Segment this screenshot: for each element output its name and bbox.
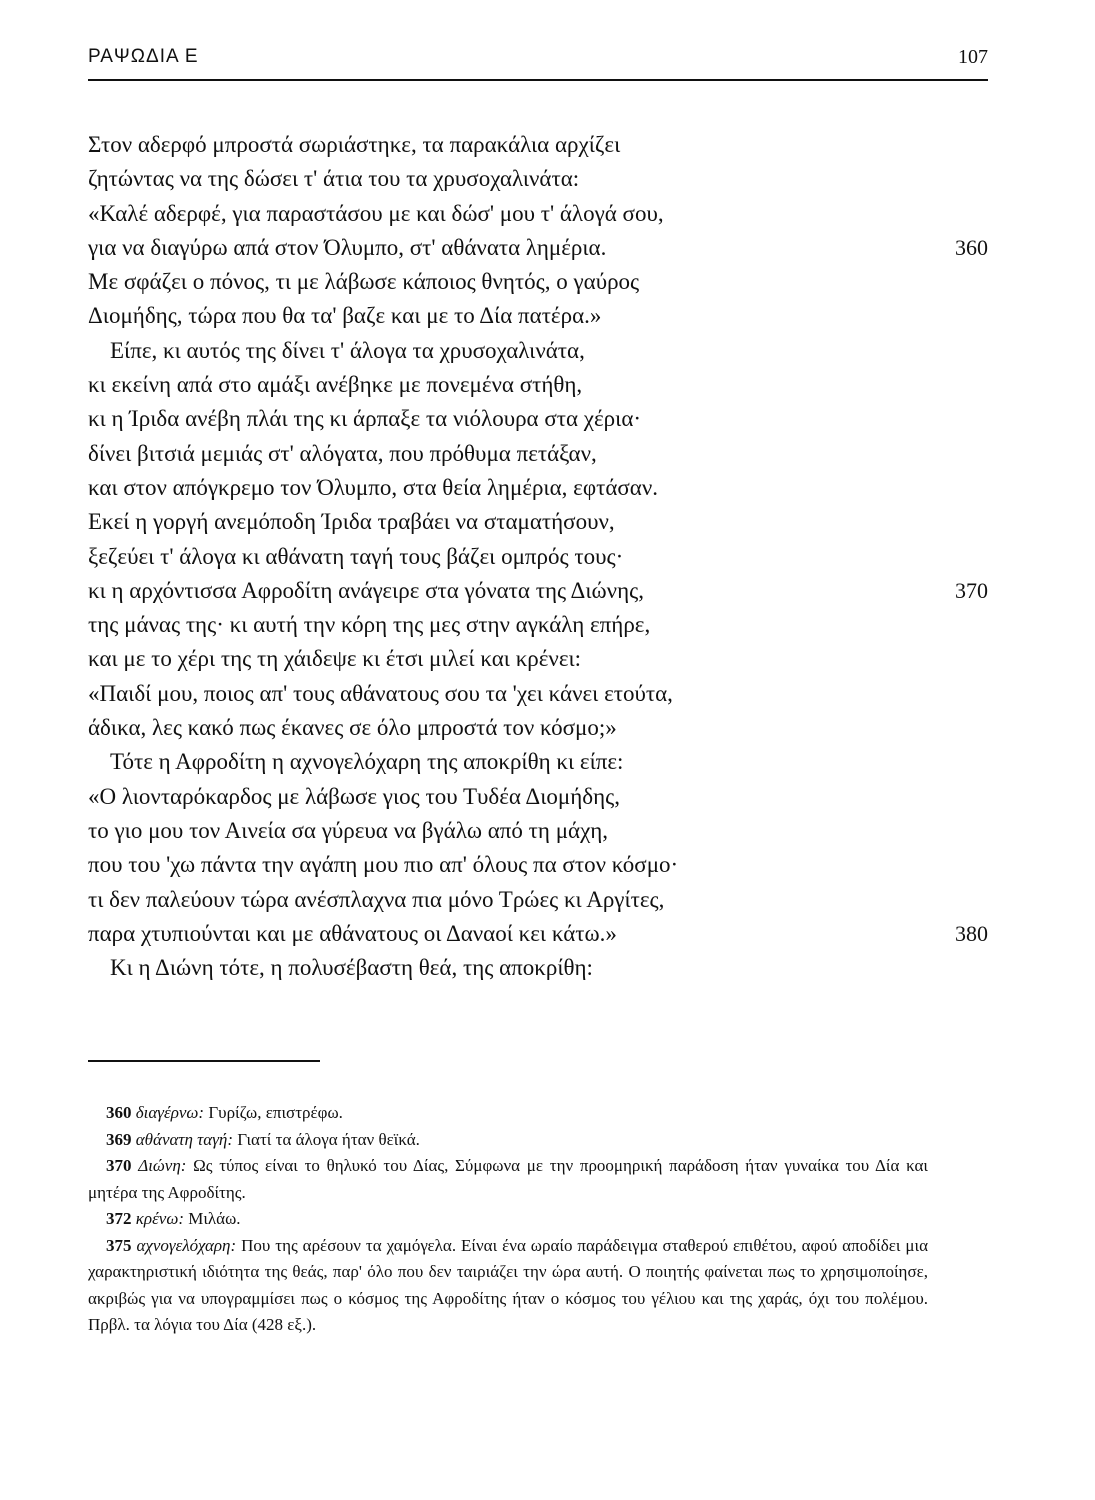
verse-text: κι εκείνη απά στο αμάξι ανέβηκε με πονεμένα στήθη, — [88, 372, 583, 398]
verse-line — [88, 883, 988, 917]
verse-text: και στον απόγκρεμο τον Όλυμπο, στα θεία λημέρια, εφτάσαν. — [88, 474, 658, 500]
verse-line — [88, 368, 988, 402]
verse-line — [88, 917, 988, 951]
verse-text: Στον αδερφό μπροστά σωριάστηκε, τα παρακάλια αρχίζει — [88, 132, 621, 157]
verse-line — [88, 197, 988, 231]
verse-text: «Ο λιονταρόκαρδος με λάβωσε γιος του Τυδέα Διομήδης, — [88, 783, 620, 809]
verse-text: Είπε, κι αυτός της δίνει τ' άλογα τα χρυσοχαλινάτα, — [110, 337, 585, 363]
verse-text: Διομήδης, τώρα που θα τα' βαζε και με το Δία πατέρα.» — [88, 303, 602, 329]
footnote-text: Γυρίζω, επιστρέφω. — [208, 1103, 343, 1122]
footnote-text: Που της αρέσουν τα χαμόγελα. Είναι ένα ωραίο παράδειγμα σταθερού επιθέτου, αφού αποδίδει μια χαρακτηριστική ιδιότητα της θεάς, παρ' όλο που δεν ταιριάζει την ώρα αυτή. Ο ποιητής φαίνεται πως το χρησιμοποίησε, ακριβώς για να υπογραμμίσει πως ο κόσμος της Αφροδίτης ήταν ο κόσμος του γέλιου και της χαράς, όχι του πολέμου. Πρβλ. τα λόγια του Δία (428 εξ.). — [88, 1235, 929, 1334]
verse-line — [88, 951, 988, 985]
verse-line — [88, 642, 988, 676]
verse-text: ξεζεύει τ' άλογα κι αθάνατη ταγή τους βάζει ομπρός τους· — [88, 543, 624, 569]
verse-text: κι η Ίριδα ανέβη πλάι της κι άρπαξε τα νιόλουρα στα χέρια· — [88, 406, 642, 432]
verse-line — [88, 540, 988, 574]
verse-text: για να διαγύρω απά στον Όλυμπο, στ' αθάνατα λημέρια. — [88, 234, 607, 260]
verse-line — [88, 711, 988, 745]
verse-text: «Καλέ αδερφέ, για παραστάσου με και δώσ' μου τ' άλογά σου, — [88, 200, 664, 226]
verse-line — [88, 574, 988, 608]
running-header — [88, 46, 988, 76]
footnote-term: διαγέρνω: — [135, 1103, 205, 1122]
footnote — [88, 1127, 928, 1154]
verse-text: Τότε η Αφροδίτη η αχνογελόχαρη της αποκρίθη κι είπε: — [110, 749, 624, 775]
verse-line — [88, 437, 988, 471]
verse-text: κι η αρχόντισσα Αφροδίτη ανάγειρε στα γόνατα της Διώνης, — [88, 577, 644, 603]
footnote — [88, 1153, 928, 1206]
line-number: 360 — [955, 234, 988, 260]
verse-text: Με σφάζει ο πόνος, τι με λάβωσε κάποιος θνητός, ο γαύρος — [88, 269, 640, 295]
verse-line — [88, 402, 988, 436]
verse-line — [88, 334, 988, 368]
line-number: 380 — [955, 920, 988, 946]
verse-line — [88, 299, 988, 333]
footnote-text: Μιλάω. — [188, 1209, 241, 1228]
footnote-term: αθάνατη ταγή: — [135, 1129, 233, 1149]
footnote-number: 372 — [106, 1209, 132, 1228]
footnote-term: Διώνη: — [138, 1156, 187, 1175]
verse-line — [88, 505, 988, 539]
footnotes — [88, 1100, 928, 1339]
footnote-number: 375 — [106, 1235, 132, 1255]
verse-text: Εκεί η γοργή ανεμόποδη Ίριδα τραβάει να σταματήσουν, — [88, 509, 615, 535]
footnote-term: κρένω: — [135, 1209, 184, 1228]
verse-text: και με το χέρι της τη χάιδεψε κι έτσι μιλεί και κρένει: — [88, 646, 582, 672]
header-rule — [88, 79, 988, 81]
footnote — [88, 1233, 928, 1339]
footnote-number: 369 — [106, 1129, 132, 1149]
verse-text: «Παιδί μου, ποιος απ' τους αθάνατους σου τα 'χει κάνει ετούτα, — [88, 680, 673, 706]
poem-body — [88, 128, 988, 985]
verse-text: που του 'χω πάντα την αγάπη μου πιο απ' όλους πα στον κόσμο· — [88, 852, 679, 878]
verse-line — [88, 745, 988, 779]
verse-line — [88, 162, 988, 196]
verse-text: ζητώντας να της δώσει τ' άτια του τα χρυσοχαλινάτα: — [88, 166, 580, 192]
verse-text: Κι η Διώνη τότε, η πολυσέβαστη θεά, της αποκρίθη: — [110, 955, 593, 981]
footnote-number: 370 — [106, 1156, 132, 1175]
footnote-text: Γιατί τα άλογα ήταν θεϊκά. — [237, 1129, 420, 1149]
footnote-number: 360 — [106, 1103, 132, 1122]
verse-text: δίνει βιτσιά μεμιάς στ' αλόγατα, που πρόθυμα πετάξαν, — [88, 440, 597, 466]
footnote-text: Ως τύπος είναι το θηλυκό του Δίας, Σύμφωνα με την προομηρική παράδοση ήταν γυναίκα του Δία και μητέρα της Αφροδίτης. — [88, 1156, 929, 1202]
footnote-term: αχνογελόχαρη: — [136, 1235, 237, 1255]
verse-line — [88, 128, 988, 162]
verse-text: άδικα, λες κακό πως έκανες σε όλο μπροστά τον κόσμο;» — [88, 715, 617, 741]
verse-line — [88, 814, 988, 848]
verse-line — [88, 608, 988, 642]
verse-line — [88, 265, 988, 299]
verse-text: το γιο μου τον Αινεία σα γύρευα να βγάλω από τη μάχη, — [88, 817, 609, 843]
line-number: 370 — [955, 577, 988, 603]
verse-line — [88, 848, 988, 882]
verse-text: της μάνας της· κι αυτή την κόρη της μες στην αγκάλη επήρε, — [88, 612, 651, 638]
verse-text: παρα χτυπιούνται και με αθάνατους οι Δαναοί κει κάτω.» — [88, 920, 617, 946]
footnote — [88, 1206, 928, 1233]
verse-line — [88, 471, 988, 505]
chapter-title: ΡΑΨΩΔΙΑ Ε — [88, 46, 199, 67]
footnote-rule — [88, 1060, 320, 1062]
footnote — [88, 1100, 928, 1127]
verse-line — [88, 780, 988, 814]
verse-text: τι δεν παλεύουν τώρα ανέσπλαχνα πια μόνο Τρώες κι Αργίτες, — [88, 886, 665, 912]
verse-line — [88, 677, 988, 711]
verse-line — [88, 231, 988, 265]
page-number: 107 — [958, 46, 988, 68]
